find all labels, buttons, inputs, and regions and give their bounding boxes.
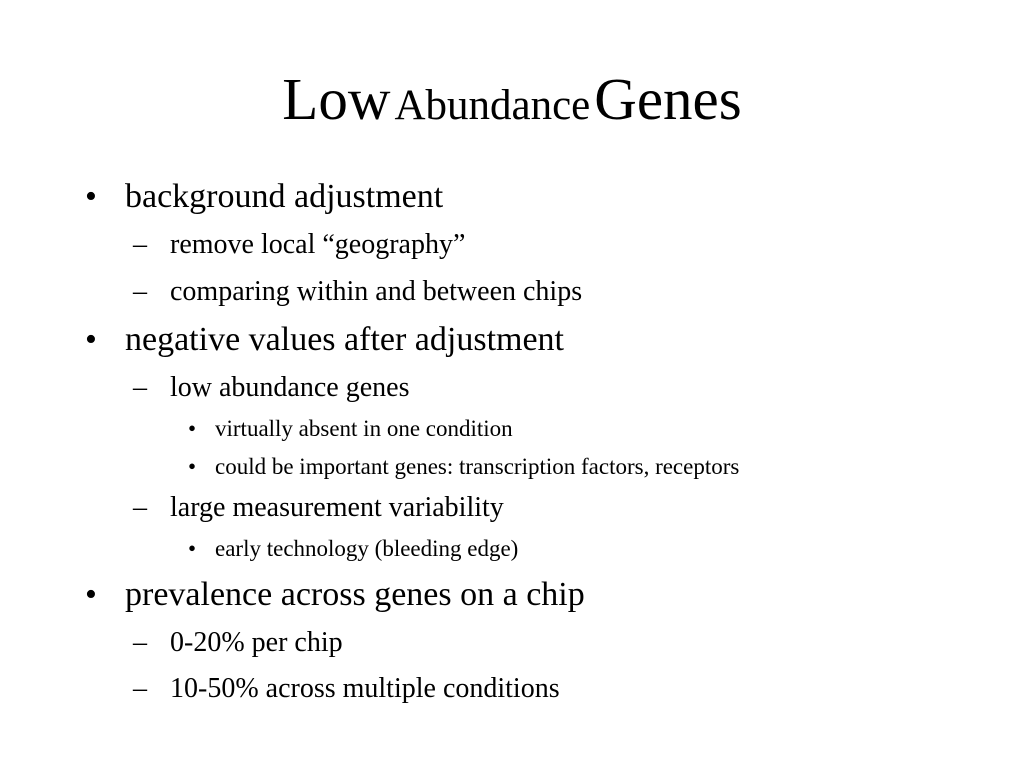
bullet-text: background adjustment [125, 178, 444, 215]
bullet-marker: • [85, 576, 97, 613]
sub-bullet-text: remove local “geography” [170, 229, 466, 260]
bullet-text: prevalence across genes on a chip [125, 576, 585, 613]
bullet-marker: • [85, 178, 97, 215]
dash-marker: – [133, 627, 147, 658]
title-word-genes: Genes [594, 66, 742, 132]
small-bullet-marker: • [188, 536, 197, 561]
sub-bullet-text: comparing within and between chips [170, 276, 583, 307]
bullet-text: negative values after adjustment [125, 321, 564, 358]
bullet-marker: • [85, 321, 97, 358]
sub-sub-bullet-text: virtually absent in one condition [215, 416, 513, 441]
dash-marker: – [133, 492, 147, 523]
sub-bullet-text: 10-50% across multiple conditions [170, 673, 560, 704]
small-bullet-marker: • [188, 454, 197, 479]
small-bullet-marker: • [188, 416, 197, 441]
dash-marker: – [133, 372, 147, 403]
sub-bullet-text: 0-20% per chip [170, 627, 343, 658]
title-word-abundance: Abundance [394, 82, 591, 129]
dash-marker: – [133, 673, 147, 704]
dash-marker: – [133, 229, 147, 260]
dash-marker: – [133, 276, 147, 307]
sub-bullet-text: low abundance genes [170, 372, 410, 403]
sub-bullet-text: large measurement variability [170, 492, 504, 523]
title-word-low: Low [282, 66, 391, 132]
sub-sub-bullet-text: could be important genes: transcription factors, receptors [215, 454, 740, 479]
sub-sub-bullet-text: early technology (bleeding edge) [215, 536, 519, 561]
